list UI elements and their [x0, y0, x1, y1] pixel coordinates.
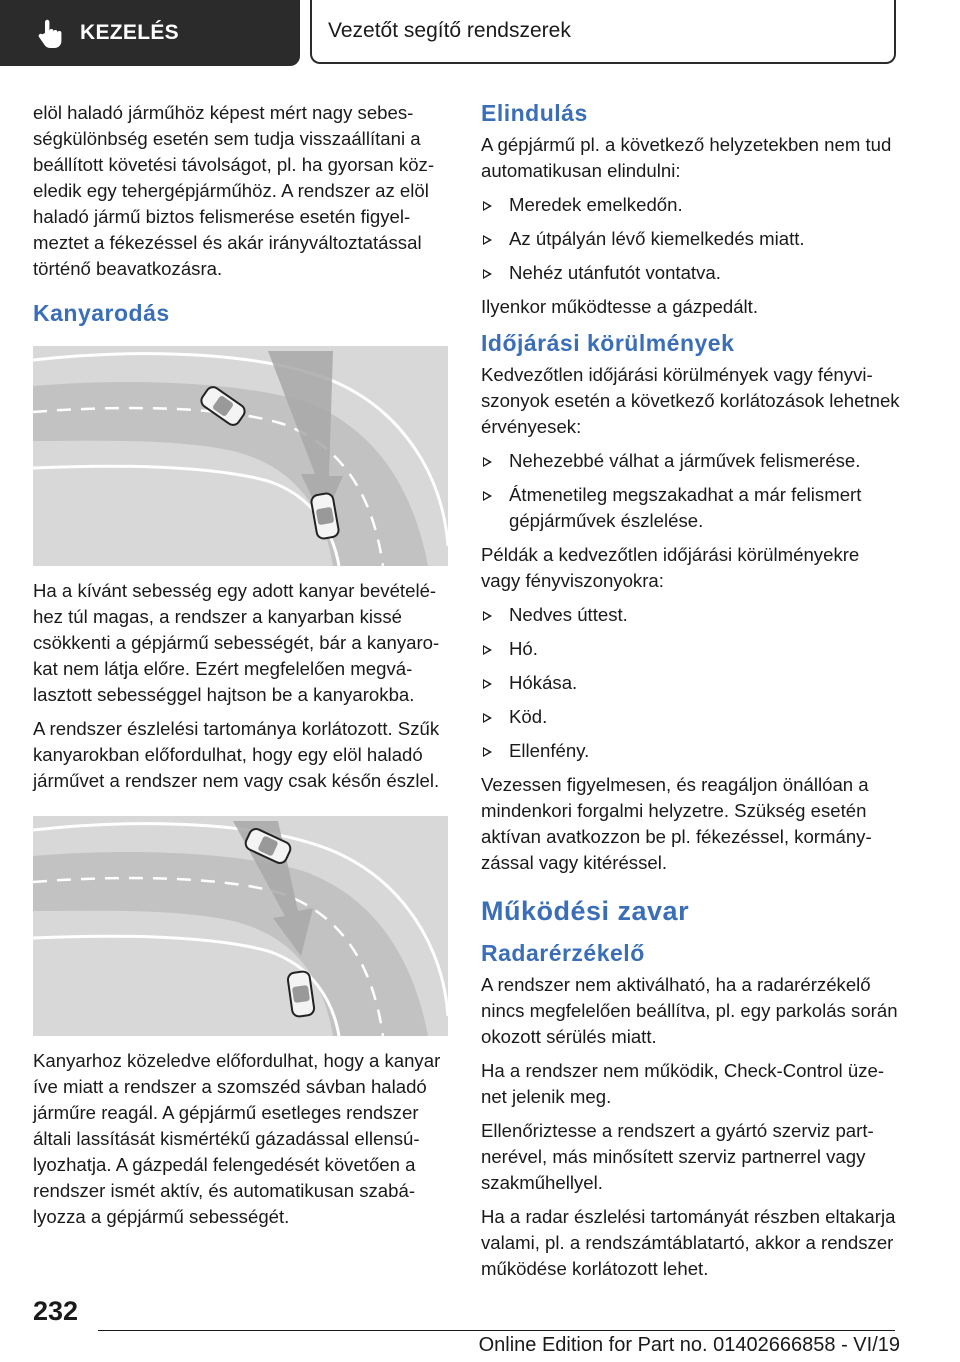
- turning-paragraph-2: A rendszer észlelési tartománya korlátozott. Szűk kanyarokban előfordulhat, hogy egy elöl haladó járművet a rendszer nem vagy csak későn észlel.: [33, 718, 440, 791]
- footer-divider: [98, 1330, 895, 1331]
- left-column: [33, 100, 453, 1238]
- list-item: Átmenetileg megszakadhat a már felismert gépjárművek észlelése.: [481, 482, 901, 534]
- list-item: Nehezebbé válhat a járművek felismerése.: [481, 448, 901, 474]
- heading-weather: Időjárási körülmények: [481, 330, 735, 356]
- intro-paragraph: elöl haladó járműhöz képest mért nagy sebességkülönbség esetén sem tudja visszaállítani a beállított követési távolságot, pl. ha gyorsan közeledik egy tehergépjárműhöz. A rendszer az elöl haladó jármű biztos felismerése esetén figyelmeztet a fékezéssel és akár irányváltoztatással történő beavatkozásra.: [33, 102, 435, 279]
- weather-intro: Kedvezőtlen időjárási körülmények vagy fényviszonyok esetén a következő korlátozások lehetnek érvényesek:: [481, 364, 900, 437]
- radar-paragraph-4: Ha a radar észlelési tartományát részben eltakarja valami, pl. a rendszámtáblatartó, akkor a rendszer működése korlátozott lehet.: [481, 1206, 896, 1279]
- examples-list: [481, 602, 901, 764]
- section-label: KEZELÉS: [80, 21, 179, 44]
- section-tab: [0, 0, 300, 66]
- radar-paragraph-2: Ha a rendszer nem működik, Check-Control üzenet jelenik meg.: [481, 1060, 885, 1107]
- edition-text: Online Edition for Part no. 01402666858 - VI/19: [478, 1334, 900, 1356]
- radar-paragraph-1: A rendszer nem aktiválható, ha a radarérzékelő nincs megfelelően beállítva, pl. egy parkolás során okozott sérülés miatt.: [481, 974, 898, 1047]
- curve-detection-figure-2: [33, 816, 448, 1036]
- heading-radar: Radarérzékelő: [481, 940, 645, 966]
- start-list: [481, 192, 901, 286]
- hand-pointer-icon: [34, 16, 68, 50]
- page-number: 232: [33, 1296, 79, 1326]
- list-item: Ellenfény.: [481, 738, 901, 764]
- chapter-title: Vezetőt segítő rendszerek: [328, 19, 571, 42]
- turning-paragraph-3: Kanyarhoz közeledve előfordulhat, hogy a kanyar íve miatt a rendszer a szomszéd sávban haladó járműre reagál. A gépjármű esetleges rendszer általi lassítását kismértékű gázadással ellensúlyozhatja. A gázpedál felengedését követően a rendszer ismét aktív, és automatikusan szabályozza a gépjármű sebességét.: [33, 1050, 441, 1227]
- heading-malfunction: Működési zavar: [481, 896, 690, 926]
- list-item: Hó.: [481, 636, 901, 662]
- turning-paragraph-1: Ha a kívánt sebesség egy adott kanyar bevételéhez túl magas, a rendszer a kanyarban kissé csökkenti a gépjármű sebességét, bár a kanyarokat nem látja előre. Ezért megfelelően megválasztott sebességgel hajtson be a kanyarokba.: [33, 580, 440, 705]
- heading-start: Elindulás: [481, 100, 588, 126]
- start-after: Ilyenkor működtesse a gázpedált.: [481, 296, 758, 317]
- list-item: Köd.: [481, 704, 901, 730]
- list-item: Meredek emelkedőn.: [481, 192, 901, 218]
- list-item: Hókása.: [481, 670, 901, 696]
- chapter-tab: [310, 0, 896, 64]
- heading-turning: Kanyarodás: [33, 300, 170, 326]
- list-item: Nehéz utánfutót vontatva.: [481, 260, 901, 286]
- curve-detection-figure-1: [33, 346, 448, 566]
- list-item: Az útpályán lévő kiemelkedés miatt.: [481, 226, 901, 252]
- examples-intro: Példák a kedvezőtlen időjárási körülményekre vagy fényviszonyokra:: [481, 544, 860, 591]
- list-item: Nedves úttest.: [481, 602, 901, 628]
- right-column: [481, 100, 901, 1290]
- start-intro: A gépjármű pl. a következő helyzetekben nem tud automatikusan elindulni:: [481, 134, 892, 181]
- page-header: [0, 0, 960, 66]
- weather-after: Vezessen figyelmesen, és reagáljon önállóan a mindenkori forgalmi helyzetre. Szükség esetén aktívan avatkozzon be pl. fékezéssel, kormányzással vagy kitéréssel.: [481, 774, 872, 873]
- weather-list: [481, 448, 901, 534]
- radar-paragraph-3: Ellenőriztesse a rendszert a gyártó szerviz partnerével, más minősített szerviz partnerrel vagy szakműhellyel.: [481, 1120, 874, 1193]
